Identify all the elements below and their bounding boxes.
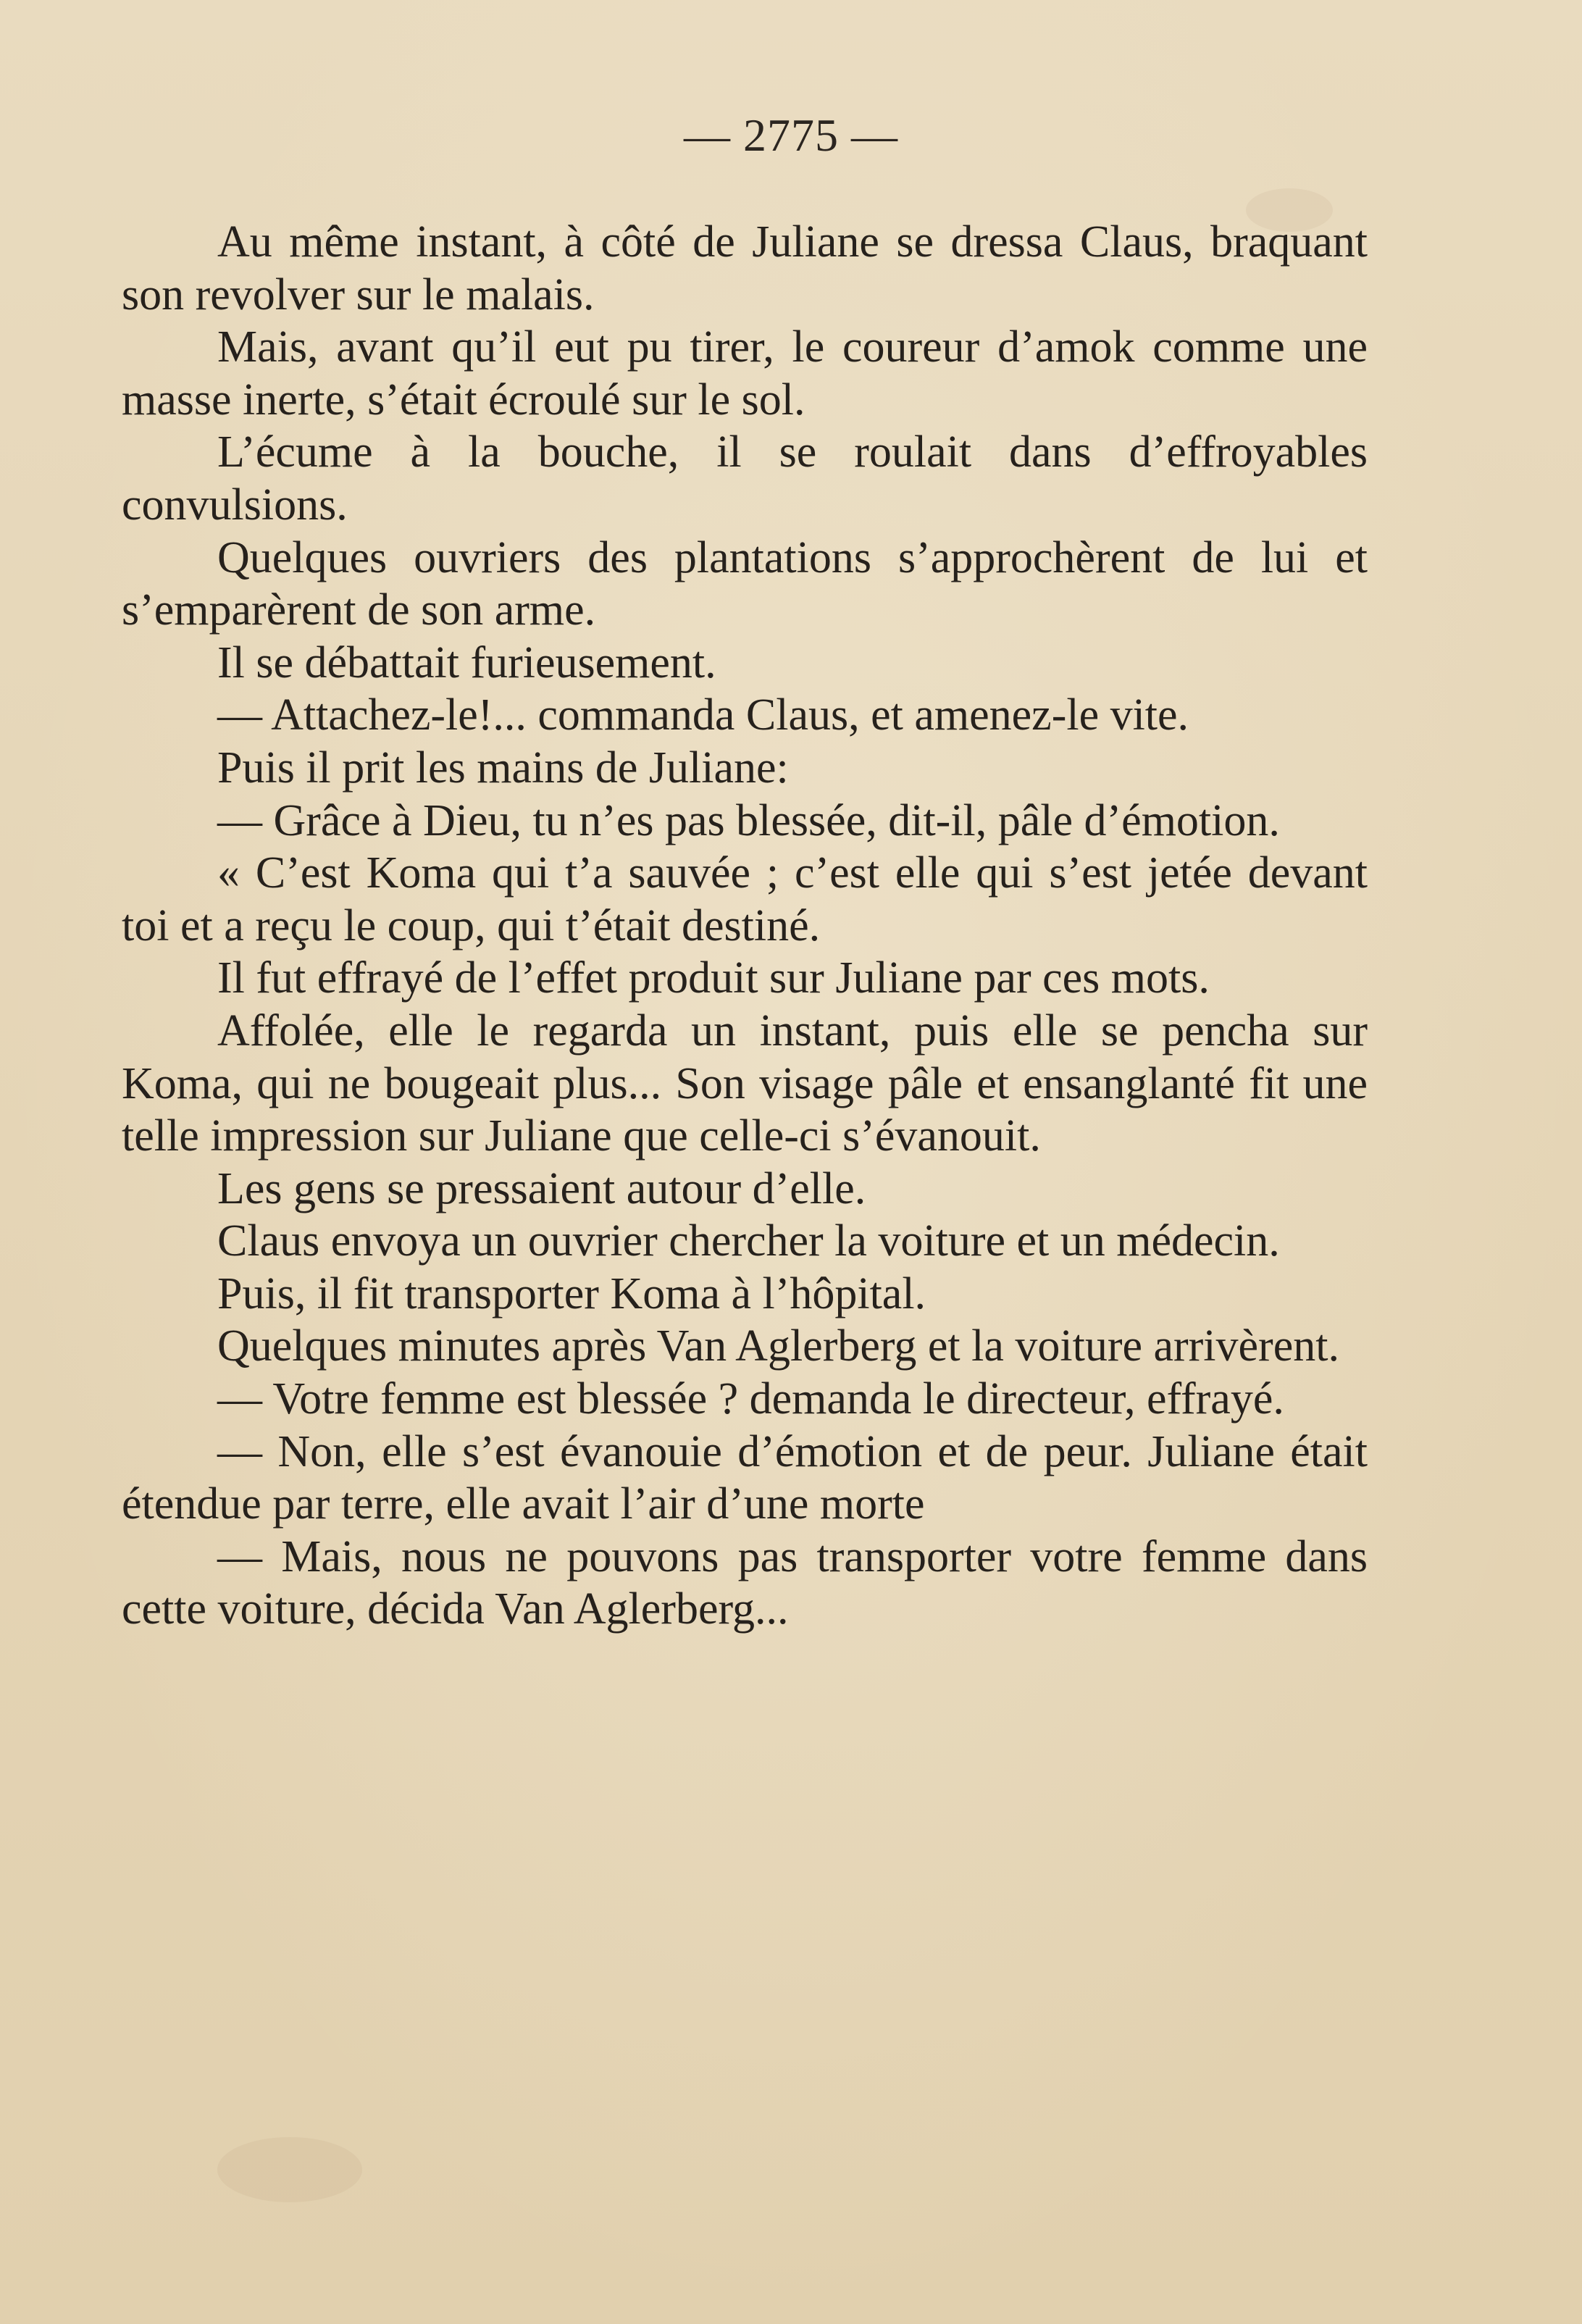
body-text [122,216,1368,1636]
paragraph: — Attachez-le!... commanda Claus, et amenez-le vite. [217,690,1189,740]
paragraph: Au même instant, à côté de Juliane se dressa Claus, braquant son revolver sur le malais. [122,217,1368,319]
paragraph: Il se débattait furieusement. [217,638,716,687]
paragraph: Mais, avant qu’il eut pu tirer, le coureur d’amok comme une masse inerte, s’était écroulé sur le sol. [122,322,1368,425]
paragraph: Puis, il fit transporter Koma à l’hôpital. [217,1268,926,1318]
paragraph: Quelques ouvriers des plantations s’approchèrent de lui et s’emparèrent de son arme. [122,532,1368,635]
paragraph: — Grâce à Dieu, tu n’es pas blessée, dit-il, pâle d’émotion. [217,795,1280,845]
paragraph: Les gens se pressaient autour d’elle. [217,1163,866,1213]
paragraph: L’écume à la bouche, il se roulait dans d’effroyables convulsions. [122,427,1368,530]
paper-stain [217,2137,362,2202]
paragraph: — Non, elle s’est évanouie d’émotion et de peur. Juliane était étendue par terre, elle avait l’air d’une morte [122,1426,1368,1529]
paragraph: Claus envoya un ouvrier chercher la voiture et un médecin. [217,1216,1280,1266]
paragraph: Puis il prit les mains de Juliane: [217,743,789,793]
paragraph: Quelques minutes après Van Aglerberg et la voiture arrivèrent. [217,1321,1339,1371]
paragraph: Affolée, elle le regarda un instant, puis elle se pencha sur Koma, qui ne bougeait plus... Son visage pâle et ensanglanté fit une telle impression sur Juliane que celle-ci s’évanouit. [122,1006,1368,1161]
paragraph: Il fut effrayé de l’effet produit sur Juliane par ces mots. [217,953,1210,1003]
page-number: — 2775 — [684,109,898,161]
paragraph: — Mais, nous ne pouvons pas transporter votre femme dans cette voiture, décida Van Aglerberg... [122,1531,1368,1634]
paragraph: — Votre femme est blessée ? demanda le directeur, effrayé. [217,1374,1284,1424]
paragraph: « C’est Koma qui t’a sauvée ; c’est elle qui s’est jetée devant toi et a reçu le coup, qui t’était destiné. [122,848,1368,950]
